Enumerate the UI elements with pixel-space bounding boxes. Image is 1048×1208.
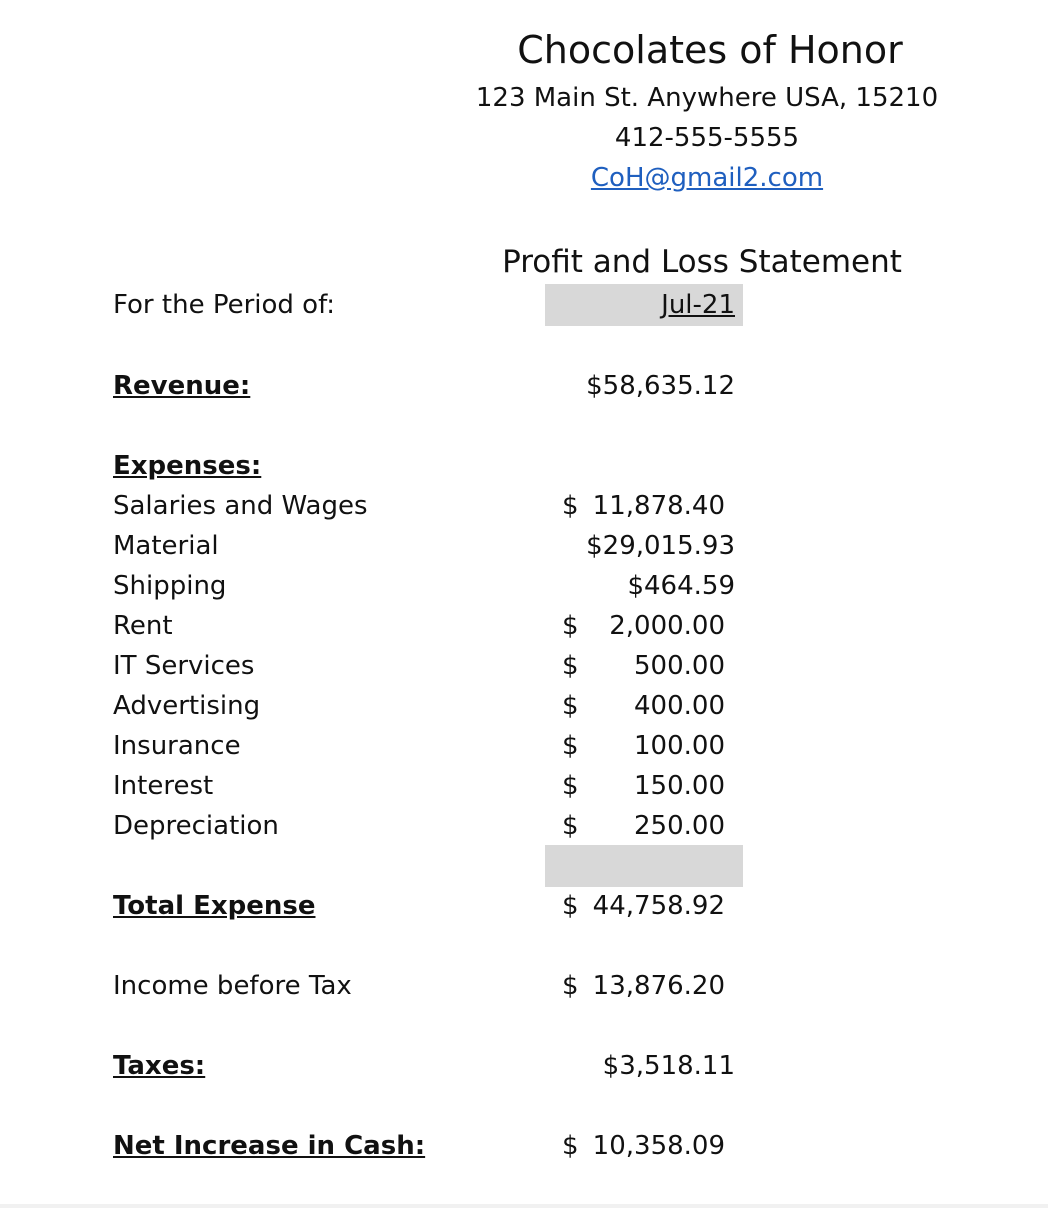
- expense-label: Shipping: [113, 571, 227, 601]
- income-before-tax-amount: 13,876.20: [592, 971, 725, 1001]
- page-bottom-edge: [0, 1204, 1048, 1208]
- total-expense-label: Total Expense: [113, 891, 316, 921]
- revenue-value: $58,635.12: [586, 371, 735, 401]
- expense-label: Interest: [113, 771, 214, 801]
- expense-amount: 2,000.00: [609, 611, 725, 641]
- expense-label: Salaries and Wages: [113, 491, 368, 521]
- total-expense-currency: $: [562, 891, 579, 921]
- net-increase-label: Net Increase in Cash:: [113, 1131, 426, 1161]
- expense-amount: 400.00: [634, 691, 725, 721]
- net-increase-amount: 10,358.09: [592, 1131, 725, 1161]
- expense-amount: 150.00: [634, 771, 725, 801]
- company-address: 123 Main St. Anywhere USA, 15210: [475, 83, 939, 113]
- expense-currency: $: [562, 491, 579, 521]
- expense-currency: $: [562, 651, 579, 681]
- expense-amount: $29,015.93: [586, 531, 735, 561]
- expense-amount: 11,878.40: [592, 491, 725, 521]
- statement-title: Profit and Loss Statement: [502, 244, 902, 280]
- company-email-link[interactable]: CoH@gmail2.com: [590, 163, 824, 193]
- expense-label: Insurance: [113, 731, 241, 761]
- period-label: For the Period of:: [113, 290, 336, 320]
- expense-currency: $: [562, 731, 579, 761]
- expense-amount: 100.00: [634, 731, 725, 761]
- expense-amount: 250.00: [634, 811, 725, 841]
- taxes-label: Taxes:: [113, 1051, 206, 1081]
- company-name: Chocolates of Honor: [517, 28, 903, 72]
- expense-amount: $464.59: [627, 571, 735, 601]
- empty-highlight-cell[interactable]: [545, 845, 743, 887]
- expense-currency: $: [562, 691, 579, 721]
- expense-label: Depreciation: [113, 811, 279, 841]
- revenue-label: Revenue:: [113, 371, 251, 401]
- expense-label: Advertising: [113, 691, 261, 721]
- company-phone: 412-555-5555: [614, 123, 800, 153]
- expense-currency: $: [562, 771, 579, 801]
- expense-label: Material: [113, 531, 219, 561]
- income-before-tax-currency: $: [562, 971, 579, 1001]
- income-before-tax-label: Income before Tax: [113, 971, 352, 1001]
- total-expense-amount: 44,758.92: [592, 891, 725, 921]
- taxes-value: $3,518.11: [602, 1051, 735, 1081]
- net-increase-currency: $: [562, 1131, 579, 1161]
- expenses-heading: Expenses:: [113, 451, 262, 481]
- expense-currency: $: [562, 611, 579, 641]
- expense-currency: $: [562, 811, 579, 841]
- period-value: Jul-21: [661, 290, 735, 320]
- expense-label: IT Services: [113, 651, 255, 681]
- expense-amount: 500.00: [634, 651, 725, 681]
- expense-label: Rent: [113, 611, 173, 641]
